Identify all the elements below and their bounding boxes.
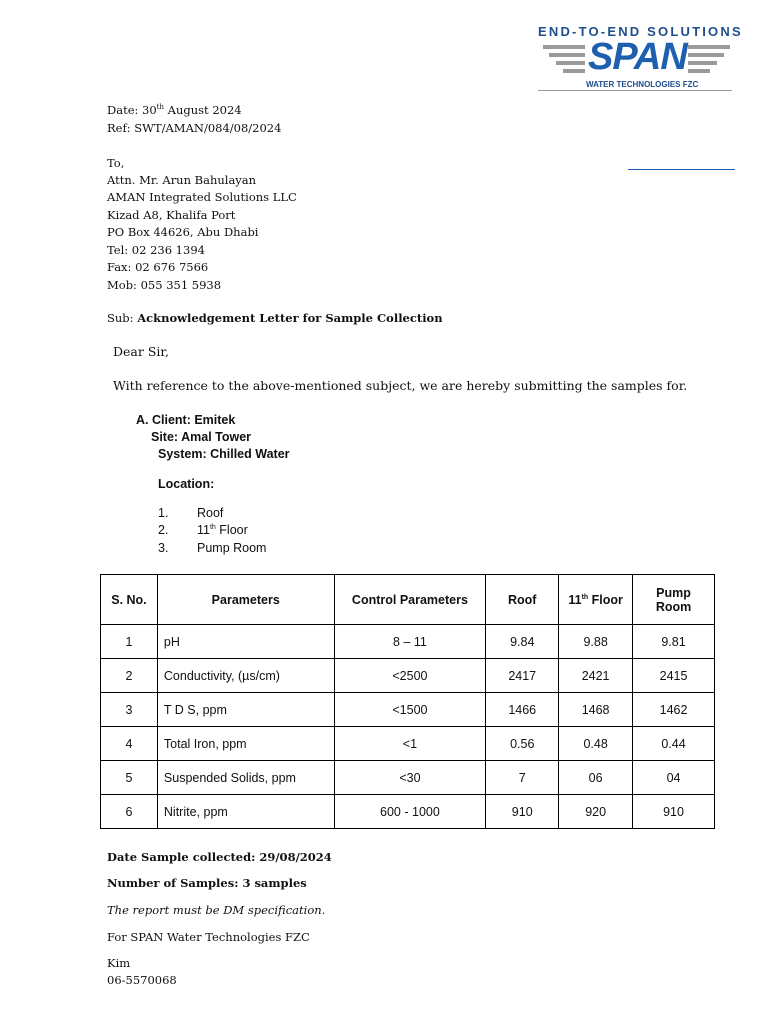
cell-floor: 9.88 <box>559 625 633 659</box>
location-label: Location: <box>158 477 215 491</box>
logo-wing-left <box>563 69 585 73</box>
signer-name: Kim <box>107 956 131 970</box>
address-pobox: PO Box 44626, Abu Dhabi <box>107 225 259 239</box>
address-mob: Mob: 055 351 5938 <box>107 278 222 292</box>
header-roof: Roof <box>486 575 559 625</box>
cell-sno: 1 <box>101 625 158 659</box>
date-collected: Date Sample collected: 29/08/2024 <box>107 850 332 864</box>
table-row <box>101 727 715 761</box>
cell-control: 8 – 11 <box>334 625 486 659</box>
table-row <box>101 625 715 659</box>
table-row <box>101 761 715 795</box>
cell-roof: 1466 <box>486 693 559 727</box>
logo-tagline: END-TO-END SOLUTIONS <box>538 24 743 39</box>
client-line: A. Client: Emitek <box>136 413 236 427</box>
cell-control: <30 <box>334 761 486 795</box>
cell-floor: 0.48 <box>559 727 633 761</box>
header-11th-floor: 11th Floor <box>559 575 633 625</box>
location-number: 3. <box>158 541 169 555</box>
location-number: 2. <box>158 523 169 537</box>
cell-control: 600 - 1000 <box>334 795 486 829</box>
cell-floor: 06 <box>559 761 633 795</box>
cell-pump: 2415 <box>633 659 715 693</box>
cell-parameter: Suspended Solids, ppm <box>157 761 334 795</box>
cell-roof: 0.56 <box>486 727 559 761</box>
location-item: Pump Room <box>197 541 267 555</box>
cell-floor: 1468 <box>559 693 633 727</box>
header-sno: S. No. <box>101 575 158 625</box>
address-attn: Attn. Mr. Arun Bahulayan <box>107 173 257 187</box>
cell-pump: 910 <box>633 795 715 829</box>
address-fax: Fax: 02 676 7566 <box>107 260 209 274</box>
subject-line: Sub: Acknowledgement Letter for Sample Collection <box>107 311 443 325</box>
header-control: Control Parameters <box>334 575 486 625</box>
table-row <box>101 693 715 727</box>
location-number: 1. <box>158 506 169 520</box>
greeting: Dear Sir, <box>113 344 169 359</box>
logo-divider <box>538 90 732 91</box>
report-note: The report must be DM specification. <box>107 903 326 917</box>
cell-control: <1 <box>334 727 486 761</box>
cell-roof: 2417 <box>486 659 559 693</box>
logo-wing-left <box>543 45 585 49</box>
header-pump-room: Pump Room <box>633 575 715 625</box>
cell-parameter: pH <box>157 625 334 659</box>
cell-parameter: Total Iron, ppm <box>157 727 334 761</box>
cell-pump: 0.44 <box>633 727 715 761</box>
cell-roof: 7 <box>486 761 559 795</box>
cell-roof: 910 <box>486 795 559 829</box>
location-item: Roof <box>197 506 224 520</box>
cell-pump: 9.81 <box>633 625 715 659</box>
letter-date: Date: 30th August 2024 <box>107 103 242 117</box>
cell-roof: 9.84 <box>486 625 559 659</box>
logo-subtitle: WATER TECHNOLOGIES FZC <box>586 80 699 89</box>
table-header-row <box>101 575 715 625</box>
cell-sno: 3 <box>101 693 158 727</box>
logo-wing-right <box>688 45 730 49</box>
cell-parameter: Conductivity, (µs/cm) <box>157 659 334 693</box>
logo-wing-right <box>688 69 710 73</box>
logo-wing-left <box>549 53 585 57</box>
cell-floor: 2421 <box>559 659 633 693</box>
header-parameters: Parameters <box>157 575 334 625</box>
header-rule <box>628 169 735 170</box>
system-line: System: Chilled Water <box>158 447 290 461</box>
cell-pump: 1462 <box>633 693 715 727</box>
cell-sno: 5 <box>101 761 158 795</box>
logo-wing-right <box>688 53 724 57</box>
cell-floor: 920 <box>559 795 633 829</box>
parameters-table <box>100 574 715 829</box>
address-company: AMAN Integrated Solutions LLC <box>107 190 297 204</box>
table-row <box>101 795 715 829</box>
cell-sno: 2 <box>101 659 158 693</box>
cell-parameter: Nitrite, ppm <box>157 795 334 829</box>
number-of-samples: Number of Samples: 3 samples <box>107 876 307 890</box>
intro-paragraph: With reference to the above-mentioned subject, we are hereby submitting the samples for. <box>113 378 688 393</box>
cell-sno: 4 <box>101 727 158 761</box>
logo-wing-right <box>688 61 717 65</box>
address-tel: Tel: 02 236 1394 <box>107 243 205 257</box>
cell-sno: 6 <box>101 795 158 829</box>
address-street: Kizad A8, Khalifa Port <box>107 208 236 222</box>
letter-ref: Ref: SWT/AMAN/084/08/2024 <box>107 121 282 135</box>
cell-pump: 04 <box>633 761 715 795</box>
logo-wing-left <box>556 61 585 65</box>
signoff-company: For SPAN Water Technologies FZC <box>107 930 310 944</box>
signer-phone: 06-5570068 <box>107 973 177 987</box>
cell-parameter: T D S, ppm <box>157 693 334 727</box>
site-line: Site: Amal Tower <box>151 430 252 444</box>
location-item: 11th Floor <box>197 523 248 537</box>
cell-control: <2500 <box>334 659 486 693</box>
logo-wordmark: SPAN <box>588 36 687 78</box>
table-row <box>101 659 715 693</box>
cell-control: <1500 <box>334 693 486 727</box>
address-to: To, <box>107 156 125 170</box>
